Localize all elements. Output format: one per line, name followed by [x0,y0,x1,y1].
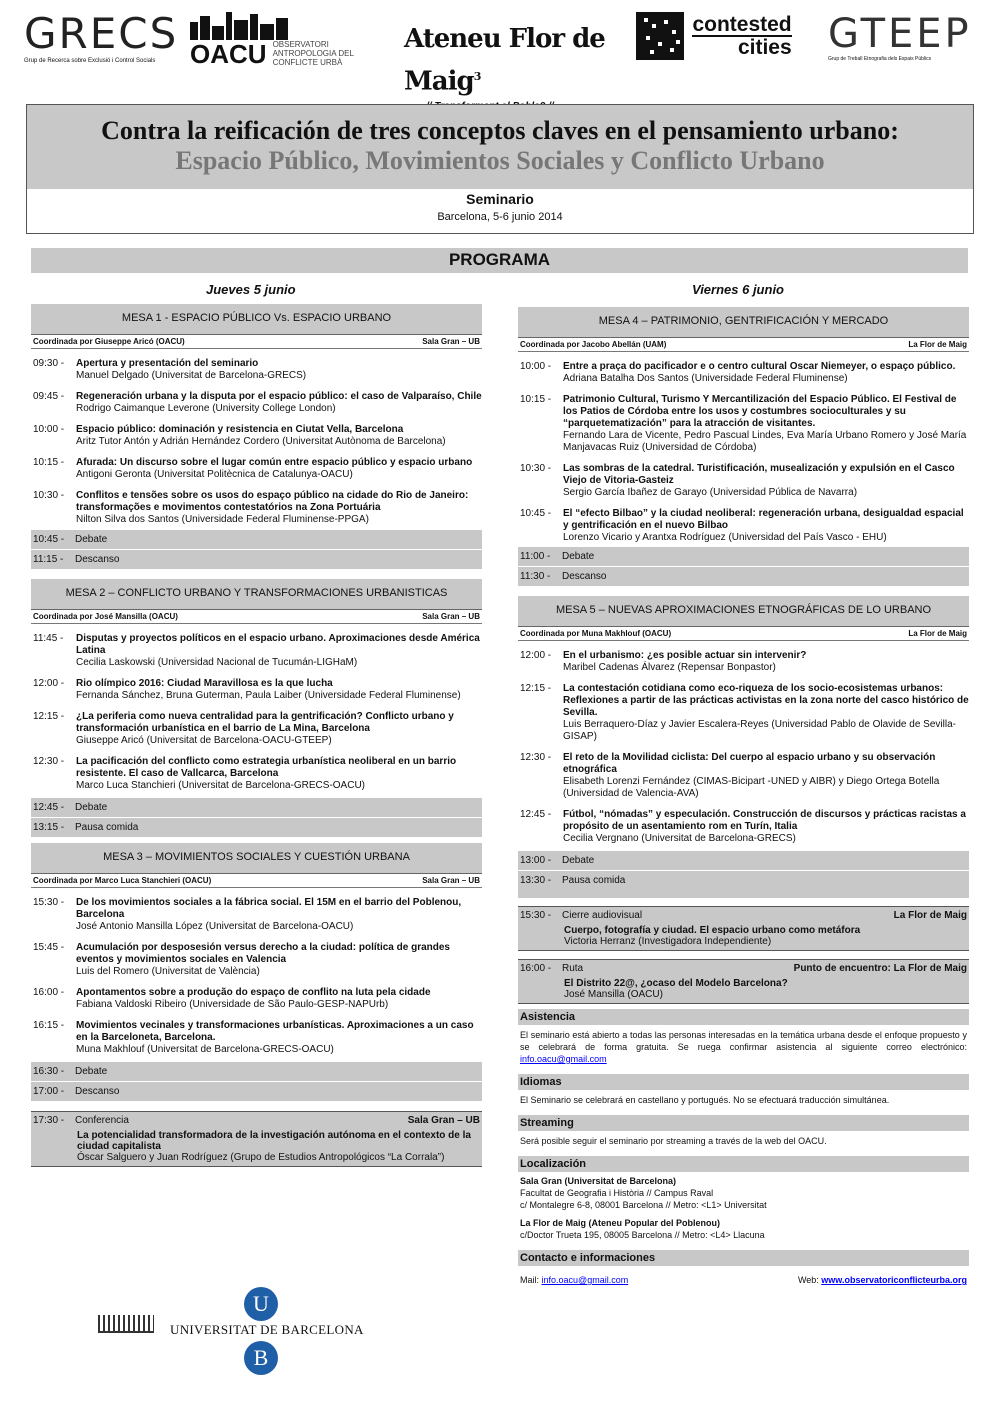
gteep-sub: Grup de Treball Etnografia dels Espais Públics [828,56,932,62]
grecs-logo [24,9,179,64]
item-time: 12:30 - [33,756,65,767]
mesa5-coord: Coordinada por Muna Makhlouf (OACU) [520,629,672,638]
break-time: 10:45 - [33,534,65,545]
break-time: 12:45 - [33,802,65,813]
conferencia-title: La potencialidad transformadora de la investigación autónoma en el contexto de la ciudad capitalista [77,1130,471,1152]
break-label: Debate [562,855,595,866]
mesa5-heading: MESA 5 – NUEVAS APROXIMACIONES ETNOGRÁFICAS DE LO URBANO [518,596,969,627]
mesa3-room: Sala Gran – UB [422,876,480,885]
item-title: Movimientos vecinales y transformaciones urbanísticas. Aproximaciones a un caso en la Barceloneta, Barcelona. [76,1020,474,1043]
asistencia-email-link[interactable]: info.oacu@gmail.com [520,1054,607,1064]
list-item [518,650,969,674]
item-title: Fútbol, “nómadas” y especulación. Construcción de discursos y prácticas racistas a propósito de un asentamiento rom en Turín, Italia [563,809,966,832]
conferencia-authors: Óscar Salguero y Juan Rodríguez (Grupo de Estudios Antropológicos “La Corrala”) [77,1152,445,1163]
page-title: Contra la reificación de tres conceptos claves en el pensamiento urbano: [101,116,899,145]
mesa3-coord: Coordinada por Marco Luca Stanchieri (OACU) [33,876,212,885]
item-authors: Cecilia Laskowski (Universidad Nacional de Tucumán-LIGHaM) [76,657,358,668]
event-date: Barcelona, 5-6 junio 2014 [437,211,563,223]
item-time: 12:15 - [520,683,552,694]
ruta-authors: José Mansilla (OACU) [564,989,663,1000]
item-authors: Cecilia Vergnano (Universitat de Barcelona-GRECS) [563,833,796,844]
mesa4-coord-row [518,338,969,352]
conferencia-room: Sala Gran – UB [407,1115,480,1126]
oacu-logo [190,12,400,68]
ateneu-name: Ateneu Flor de Maig [404,24,605,97]
programa-heading: PROGRAMA [31,248,968,273]
break-label: Pausa comida [75,822,139,833]
list-item [31,942,482,978]
ateneu-sup: 3 [473,70,481,83]
item-title: Regeneración urbana y la disputa por el espacio público: el caso de Valparaíso, Chile [76,391,482,402]
ateneu-logo [404,12,614,112]
item-authors: Fernando Lara de Vicente, Pedro Pascual Lindes, Eva María Urbano Romero y José María Manjavacas Ruiz (Universidad de Córdoba) [563,430,967,453]
contested-line1: contested [692,13,792,36]
item-time: 12:45 - [520,809,552,820]
list-item [31,711,482,747]
list-item [31,1020,482,1056]
list-item [31,391,482,415]
ub-logo [96,1285,386,1385]
item-authors: Nilton Silva dos Santos (Universidade Federal Fluminense-PPGA) [76,514,369,525]
item-title: ¿La periferia como nueva centralidad para la gentrificación? Conflicto urbano y transformación urbanística en el barrio de La Mina, Barcelona [76,711,454,734]
break-label: Descanso [75,1086,120,1097]
conferencia-label: Conferencia [75,1115,129,1126]
gteep-logo [828,12,978,62]
item-time: 15:45 - [33,942,65,953]
streaming-heading: Streaming [518,1115,969,1131]
grecs-name: GRECS [24,9,179,58]
item-title: Afurada: Un discurso sobre el lugar común entre espacio público y espacio urbano [76,457,473,468]
web-label: Web: [797,1275,819,1285]
break-time: 11:00 - [520,551,551,562]
item-authors: Marco Luca Stanchieri (Universitat de Barcelona-GRECS-OACU) [76,780,365,791]
item-time: 10:45 - [520,508,552,519]
item-authors: Elisabeth Lorenzi Fernández (CIMAS-Bicipart -UNED y AIBR) y Diego Ortega Botella (Universidad de Valencia-AVA) [563,776,940,799]
gteep-name: GTEEP [828,11,972,57]
item-title: Las sombras de la catedral. Turistificación, musealización y expulsión en el Casco Viejo de Vitoria-Gasteiz [563,463,955,486]
contested-line2: cities [692,35,791,58]
day-right: Viernes 6 junio [692,282,784,297]
contacto-heading: Contacto e informaciones [518,1250,969,1266]
item-authors: Fernanda Sánchez, Bruna Guterman, Paula Laiber (Universidade Federal Fluminense) [76,690,461,701]
item-authors: José Antonio Mansilla López (Universitat de Barcelona-OACU) [76,921,354,932]
item-title: El “efecto Bilbao” y la ciudad neoliberal: regeneración urbana, desigualdad espacial y gentrificación en el nuevo Bilbao [563,508,964,531]
conferencia-block [31,1111,482,1167]
list-item [31,633,482,669]
ub-name: UNIVERSITAT DE BARCELONA [170,1322,364,1337]
item-authors: Rodrigo Caimanque Leverone (University College London) [76,403,336,414]
website-link[interactable]: www.observatoriconflicteurba.org [821,1275,967,1285]
mesa1-room: Sala Gran – UB [422,337,480,346]
grecs-sub: Grup de Recerca sobre Exclusió i Control Socials [24,58,156,64]
day-left: Jueves 5 junio [206,282,296,297]
mesa2-heading: MESA 2 – CONFLICTO URBANO Y TRANSFORMACIONES URBANISTICAS [31,579,482,610]
break-time: 13:00 - [520,855,552,866]
logo-bar [0,0,999,97]
item-time: 12:15 - [33,711,65,722]
break-row [31,818,482,837]
localizacion-heading: Localización [518,1156,969,1172]
pixel-grid-icon [636,12,684,60]
break-row [31,798,482,817]
list-item [518,508,969,544]
break-row [31,1082,482,1101]
break-label: Descanso [75,554,120,565]
item-time: 11:45 - [33,633,64,644]
break-row [31,530,482,549]
item-title: La pacificación del conflicto como estrategia urbanística neoliberal en un barrio resistente. El caso de Vallcarca, Barcelona [76,756,457,779]
break-label: Pausa comida [562,875,626,886]
break-row [518,547,969,566]
oacu-sub: OBSERVATORI ANTROPOLOGIA DEL CONFLICTE URBÀ [272,40,354,67]
header-box [26,104,974,234]
cierre-label: Cierre audiovisual [562,910,643,921]
item-time: 10:00 - [520,361,552,372]
mail-label: Mail: [520,1275,540,1285]
oacu-name: OACU [190,39,267,69]
idiomas-text: El Seminario se celebrará en castellano y portugués. No se efectuará traducción simultánea. [520,1095,890,1105]
item-time: 12:00 - [520,650,552,661]
list-item [31,490,482,526]
mesa4-coord: Coordinada por Jacobo Abellán (UAM) [520,340,667,349]
idiomas-heading: Idiomas [518,1074,969,1090]
contested-cities-logo [636,12,816,60]
ub-b-icon: B [244,1341,278,1375]
skyline-icon [190,12,290,40]
item-authors: Lorenzo Vicario y Arantxa Rodríguez (Universidad del País Vasco - EHU) [563,532,887,543]
item-time: 12:30 - [520,752,552,763]
item-time: 16:00 - [33,987,65,998]
item-time: 10:15 - [33,457,65,468]
break-row [518,567,969,586]
break-row [518,871,969,898]
list-item [518,752,969,800]
cierre-time: 15:30 - [520,910,552,921]
asistencia-body: El seminario está abierto a todas las personas interesadas en la temática urbana desde el enfoque propuesto y se celebrará de forma gratuita. Se ruega confirmar asistencia al siguiente correo electrónico: [520,1030,967,1052]
item-title: El reto de la Movilidad ciclista: Del cuerpo al espacio urbano y su observación etnográfica [563,752,936,775]
mesa1-coord: Coordinada por Giuseppe Aricó (OACU) [33,337,185,346]
asistencia-text [518,1025,969,1069]
item-authors: Antigoni Geronta (Universitat Politècnica de Catalunya-OACU) [76,469,353,480]
list-item [31,678,482,702]
item-time: 10:30 - [33,490,65,501]
page-subtitle: Espacio Público, Movimientos Sociales y Conflicto Urbano [175,146,825,175]
list-item [31,756,482,792]
item-time: 16:15 - [33,1020,65,1031]
break-label: Debate [562,551,595,562]
break-row [31,550,482,569]
break-label: Debate [75,1066,108,1077]
contact-email-link[interactable]: info.oacu@gmail.com [541,1275,629,1285]
item-title: Disputas y proyectos políticos en el espacio urbano. Aproximaciones desde América Latina [76,633,480,656]
item-time: 09:30 - [33,358,65,369]
item-time: 15:30 - [33,897,65,908]
ruta-label: Ruta [562,963,584,974]
cierre-room: La Flor de Maig [893,910,967,921]
list-item [31,358,482,382]
list-item [518,394,969,454]
mesa1-coord-row [31,335,482,349]
item-title: Patrimonio Cultural, Turismo Y Mercantilización del Espacio Público. El Festival de los Patios de Córdoba entre los usos y costumbres socioculturales y su “parquetematización” para la atracción de visitantes. [563,394,957,429]
break-label: Descanso [562,571,607,582]
mesa2-coord: Coordinada por José Mansilla (OACU) [33,612,178,621]
item-title: Apertura y presentación del seminario [76,358,259,369]
mesa1-heading: MESA 1 - ESPACIO PÚBLICO Vs. ESPACIO URBANO [31,304,482,335]
ruta-block [518,959,969,1004]
event-type: Seminario [466,191,534,207]
item-authors: Muna Makhlouf (Universitat de Barcelona-GRECS-OACU) [76,1044,334,1055]
break-time: 16:30 - [33,1066,65,1077]
cierre-title: Cuerpo, fotografía y ciudad. El espacio urbano como metáfora [564,925,861,936]
left-column [31,304,482,1167]
item-title: Apontamentos sobre a produção do espaço de conflito na luta pela cidade [76,987,431,998]
right-column [518,307,969,1290]
list-item [31,424,482,448]
item-time: 10:00 - [33,424,65,435]
loc2-title: La Flor de Maig (Ateneu Popular del Poblenou) [520,1218,721,1228]
mesa2-room: Sala Gran – UB [422,612,480,621]
item-title: De los movimientos sociales a la fábrica social. El 15M en el barrio del Poblenou, Barcelona [76,897,462,920]
cierre-block [518,906,969,951]
mesa3-coord-row [31,874,482,888]
ruta-title: El Distrito 22@, ¿ocaso del Modelo Barcelona? [564,978,788,989]
mesa5-room: La Flor de Maig [908,629,967,638]
break-row [518,851,969,870]
item-authors: Manuel Delgado (Universitat de Barcelona-GRECS) [76,370,307,381]
list-item [31,897,482,933]
item-authors: Luis del Romero (Universitat de València) [76,966,260,977]
loc1-line1: Facultat de Geografia i Història // Campus Raval [520,1188,714,1198]
mesa4-heading: MESA 4 – PATRIMONIO, GENTRIFICACIÓN Y MERCADO [518,307,969,338]
ruta-room: Punto de encuentro: La Flor de Maig [793,963,967,974]
item-title: Acumulación por desposesión versus derecho a la ciudad: política de grandes eventos y movimientos sociales en Valencia [76,942,450,965]
item-authors: Sergio García Ibañez de Garayo (Universidad Pública de Navarra) [563,487,858,498]
break-label: Debate [75,534,108,545]
item-time: 10:15 - [520,394,552,405]
list-item [518,683,969,743]
localizacion-text [518,1172,969,1245]
item-title: Conflitos e tensões sobre os usos do espaço público na cidade do Rio de Janeiro: transformações e movimentos contestatórios na Zona Portuária [76,490,469,513]
item-authors: Luis Berraquero-Díaz y Javier Escalera-Reyes (Universidad Pablo de Olavide de Sevilla-GISAP) [563,719,956,742]
mesa5-coord-row [518,627,969,641]
item-time: 09:45 - [33,391,65,402]
break-time: 11:30 - [520,571,551,582]
item-authors: Giuseppe Aricó (Universitat de Barcelona-OACU-GTEEP) [76,735,332,746]
mesa4-room: La Flor de Maig [908,340,967,349]
break-row [31,1062,482,1081]
break-time: 11:15 - [33,554,64,565]
item-title: En el urbanismo: ¿es posible actuar sin intervenir? [563,650,807,661]
ruta-time: 16:00 - [520,963,552,974]
list-item [518,463,969,499]
asistencia-heading: Asistencia [518,1009,969,1025]
list-item [31,987,482,1011]
list-item [31,457,482,481]
building-icon [98,1315,154,1333]
mesa2-coord-row [31,610,482,624]
break-time: 13:15 - [33,822,65,833]
loc2-line1: c/Doctor Trueta 195, 08005 Barcelona // Metro: <L4> Llacuna [520,1230,765,1240]
streaming-text: Será posible seguir el seminario por streaming a través de la web del OACU. [520,1136,827,1146]
item-authors: Maribel Cadenas Álvarez (Repensar Bonpastor) [563,662,776,673]
list-item [518,809,969,845]
conferencia-time: 17:30 - [33,1115,65,1126]
list-item [518,361,969,385]
item-title: Entre a praça do pacificador e o centro cultural Oscar Niemeyer, o espaço público. [563,361,956,372]
item-time: 12:00 - [33,678,65,689]
loc1-line2: c/ Montalegre 6-8, 08001 Barcelona // Metro: <L1> Universitat [520,1200,767,1210]
item-authors: Fabiana Valdoski Ribeiro (Universidade de São Paulo-GESP-NAPUrb) [76,999,389,1010]
break-label: Debate [75,802,108,813]
break-time: 13:30 - [520,875,552,886]
item-title: Rio olímpico 2016: Ciudad Maravillosa es la que lucha [76,678,333,689]
item-authors: Adriana Batalha Dos Santos (Universidade Federal Fluminense) [563,373,848,384]
item-title: Espacio público: dominación y resistencia en Ciutat Vella, Barcelona [76,424,404,435]
contacto-row [518,1270,969,1290]
cierre-authors: Victoria Herranz (Investigadora Independiente) [564,936,772,947]
item-title: La contestación cotidiana como eco-riqueza de los socio-ecosistemas urbanos: Reflexiones a partir de las prácticas activistas en la zona norte del casco histórico de Sevilla. [563,683,969,718]
item-time: 10:30 - [520,463,552,474]
mesa3-heading: MESA 3 – MOVIMIENTOS SOCIALES Y CUESTIÓN URBANA [31,843,482,874]
item-authors: Aritz Tutor Antón y Adrián Hernández Cordero (Universitat Autònoma de Barcelona) [76,436,446,447]
loc1-title: Sala Gran (Universitat de Barcelona) [520,1176,677,1186]
ub-u-icon: U [244,1287,278,1321]
break-time: 17:00 - [33,1086,65,1097]
